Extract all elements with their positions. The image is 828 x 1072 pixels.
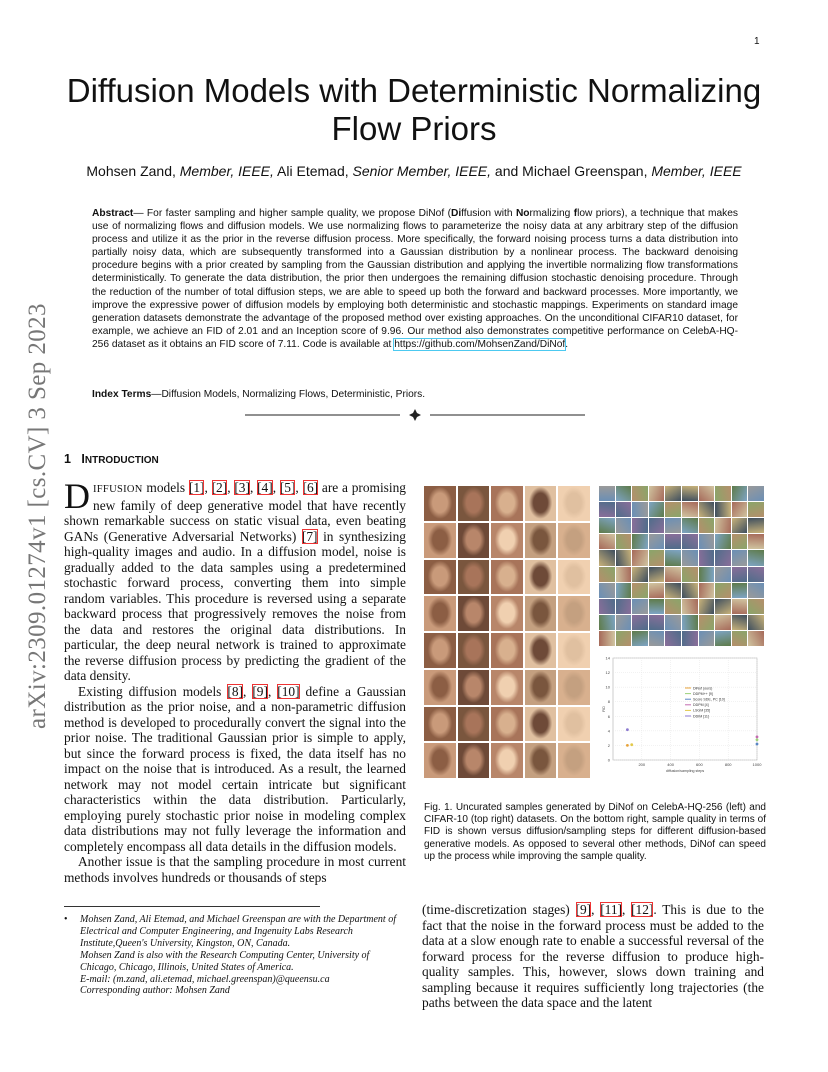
cifar-sample-image (632, 486, 648, 501)
cifar-sample-image (632, 583, 648, 598)
cifar-sample-image (682, 583, 698, 598)
cifar-sample-image (632, 567, 648, 582)
fid-vs-steps-chart (599, 652, 764, 778)
celeba-sample-image (424, 633, 456, 668)
cifar-sample-image (665, 502, 681, 517)
celeba-sample-image (424, 486, 456, 521)
section-title-initial: I (81, 452, 85, 466)
acronym-bold: Di (450, 208, 462, 219)
cifar-sample-image (616, 518, 632, 533)
figure-caption: Fig. 1. Uncurated samples generated by DiNof on CelebA-HQ-256 (left) and CIFAR-10 (top right) datasets. On the bottom right, sample quality in terms of FID is shown versus diffusion/sampling steps for different diffusion-based generative models. As opposed to several other methods, DiNof can speed up the process while improving the sample quality. (424, 802, 766, 862)
cifar-sample-image (649, 550, 665, 565)
author-name: Mohsen Zand, (86, 163, 180, 179)
y-tick-label: 0 (607, 757, 610, 763)
x-axis-label: diffusion/sampling steps (665, 769, 705, 773)
cifar-sample-image (699, 631, 715, 646)
cifar-sample-image (715, 502, 731, 517)
celeba-sample-image (491, 523, 523, 558)
cifar-sample-image (616, 502, 632, 517)
acronym-bold: No (515, 208, 530, 219)
cifar-sample-image (632, 534, 648, 549)
data-point (626, 728, 629, 731)
drop-cap: D (64, 476, 90, 516)
index-terms (92, 389, 738, 400)
cifar-sample-image (732, 631, 748, 646)
cifar-sample-image (699, 518, 715, 533)
cifar-sample-image (748, 567, 764, 582)
diamond-ornament-icon (409, 409, 421, 421)
celeba-sample-image (525, 743, 557, 778)
cifar-sample-image (732, 583, 748, 598)
citation-link[interactable]: [4] (257, 480, 273, 495)
celeba-sample-image (558, 486, 590, 521)
cifar-sample-image (599, 518, 615, 533)
celeba-sample-image (558, 523, 590, 558)
citation-link[interactable]: [5] (279, 480, 296, 495)
code-link[interactable]: https://github.com/MohsenZand/DiNof (394, 338, 566, 350)
cifar-sample-image (599, 486, 615, 501)
cifar-sample-image (616, 631, 632, 646)
celeba-sample-image (424, 560, 456, 595)
legend-entry: DDPM++ [9] (693, 691, 713, 696)
celeba-sample-image (525, 707, 557, 742)
x-tick-label: 400 (667, 762, 674, 767)
legend-entry: DDPM [4] (693, 703, 709, 708)
celeba-sample-image (491, 596, 523, 631)
footnote-rule (64, 906, 320, 907)
celeba-sample-image (424, 596, 456, 631)
arxiv-stamp (14, 296, 62, 736)
cifar-sample-image (699, 599, 715, 614)
separator: , (591, 902, 601, 917)
cifar-sample-image (649, 502, 665, 517)
cifar-sample-image (599, 583, 615, 598)
separator: , (204, 480, 212, 495)
celeba-sample-image (458, 707, 490, 742)
cifar-sample-image (732, 550, 748, 565)
data-point (756, 743, 759, 746)
cifar-sample-image (682, 599, 698, 614)
index-terms-label: Index Terms (92, 389, 152, 400)
celeba-sample-image (458, 523, 490, 558)
y-tick-label: 2 (607, 742, 610, 748)
author-name: and Michael Greenspan, (491, 163, 652, 179)
y-tick-label: 6 (607, 713, 610, 719)
abstract-text: . (565, 338, 569, 350)
footnote-line: E-mail: (m.zand, ali.etemad, michael.greenspan)@queensu.ca (80, 973, 330, 985)
cifar-sample-image (748, 599, 764, 614)
separator: , (227, 480, 235, 495)
y-tick-label: 10 (605, 684, 610, 690)
celeba-sample-image (558, 633, 590, 668)
cifar-sample-image (599, 599, 615, 614)
celeba-sample-image (491, 743, 523, 778)
celeba-sample-image (491, 560, 523, 595)
celeba-sample-image (458, 633, 490, 668)
cifar-sample-image (649, 631, 665, 646)
separator: , (249, 480, 258, 495)
body-text: define a Gaussian distribution as the prior noise, and a non-parametric diffusion method is developed to procedurally convert the signal into the prior noise. The traditional Gaussian prior is simple to apply, but since the forward process is fixed, the data itself has no impact on the noise that is introduced. As a result, the learned network may not model certain intricate but significant characteristics within the data distribution. Particularly, employing purely stochastic prior noise in modeling complex data distributions may not fully leverage the information and completely encompass all data details in the diffusion models. (64, 683, 406, 854)
celeba-sample-image (458, 596, 490, 631)
citation-link[interactable]: [11] (600, 902, 623, 917)
cifar-sample-image (616, 534, 632, 549)
citation-link[interactable]: [1] (188, 480, 205, 495)
body-text: models (142, 480, 189, 495)
cifar-sample-image (632, 615, 648, 630)
celeba-sample-image (424, 743, 456, 778)
cifar-sample-image (715, 518, 731, 533)
cifar-sample-image (732, 599, 748, 614)
citation-link[interactable]: [6] (302, 480, 319, 495)
cifar-sample-image (682, 518, 698, 533)
cifar-sample-image (649, 518, 665, 533)
cifar-sample-image (649, 615, 665, 630)
body-text: Existing diffusion models (78, 683, 228, 699)
body-text: (time-discretization stages) (422, 902, 576, 917)
paper-title: Diffusion Models with Deterministic Normalizing Flow Priors (66, 72, 762, 147)
celeba-sample-image (525, 486, 557, 521)
citation-link[interactable]: [9] (575, 902, 592, 917)
abstract-text: rmalizing (529, 208, 574, 219)
cifar-sample-image (732, 518, 748, 533)
y-tick-label: 14 (605, 655, 610, 661)
author-role: Senior Member, IEEE, (352, 163, 492, 179)
cifar-sample-image (715, 550, 731, 565)
celeba-sample-image (424, 670, 456, 705)
cifar-sample-image (649, 534, 665, 549)
author-role: Member, IEEE (651, 163, 742, 179)
cifar-sample-image (699, 567, 715, 582)
cifar-sample-image (682, 550, 698, 565)
cifar-sample-image (599, 615, 615, 630)
cifar-sample-image (682, 567, 698, 582)
y-tick-label: 12 (605, 670, 610, 676)
cifar-sample-image (715, 567, 731, 582)
data-point (756, 736, 759, 739)
section-title-rest: NTRODUCTION (84, 455, 159, 466)
cifar-sample-image (632, 550, 648, 565)
citation-link[interactable]: [3] (234, 480, 250, 495)
cifar-sample-image (616, 599, 632, 614)
x-tick-label: 600 (696, 762, 703, 767)
celeba-sample-image (558, 596, 590, 631)
cifar-sample-image (715, 615, 731, 630)
cifar-sample-image (732, 502, 748, 517)
legend-entry: DDIM [11] (693, 714, 709, 719)
plot-area (613, 658, 757, 760)
paragraph (64, 684, 406, 855)
x-tick-label: 800 (724, 762, 732, 767)
cifar-sample-image (599, 631, 615, 646)
separator: , (622, 902, 632, 917)
y-tick-label: 4 (607, 728, 610, 734)
celeba-sample-image (458, 486, 490, 521)
body-text: are a promising new family of deep generative model that have recently shown remarkable success on static visual data, even beating GANs (Generative Adversarial Networks) (64, 480, 407, 544)
celeba-sample-image (491, 670, 523, 705)
cifar-sample-image (616, 615, 632, 630)
separator: , (267, 683, 278, 699)
celeba-sample-image (525, 633, 557, 668)
separator: , (242, 683, 253, 699)
author-role: Member, IEEE, (179, 163, 274, 179)
cifar-sample-image (599, 502, 615, 517)
body-text: . This is due to the fact that the noise in the forward process must be added to the data at a slow enough rate to enable a successful reversal of the forward process for the reverse diffusion to produce high-quality samples. This, however, slows down training and sampling because it requires sufficiently long trajectories (the paths between the data space and the latent (422, 902, 764, 1010)
cifar-sample-image (599, 550, 615, 565)
cifar-sample-image (699, 615, 715, 630)
cifar-sample-image (599, 567, 615, 582)
cifar-sample-image (632, 631, 648, 646)
cifar-sample-image (748, 534, 764, 549)
celeba-sample-image (558, 707, 590, 742)
celeba-sample-image (558, 670, 590, 705)
section-divider (245, 408, 585, 422)
cifar-sample-image (682, 615, 698, 630)
cifar-sample-image (748, 615, 764, 630)
cifar-sample-image (748, 550, 764, 565)
x-tick-label: 1000 (752, 762, 762, 767)
legend-entry: DiNof (ours) (693, 686, 713, 691)
cifar-sample-image (665, 550, 681, 565)
y-tick-label: 8 (607, 699, 610, 705)
data-point (626, 744, 629, 747)
paragraph (64, 476, 407, 684)
celeba-sample-image (558, 560, 590, 595)
cifar-sample-image (616, 583, 632, 598)
cifar-sample-image (748, 486, 764, 501)
data-point (630, 743, 633, 746)
cifar-sample-image (665, 518, 681, 533)
citation-link[interactable]: [8] (227, 683, 243, 699)
cifar-sample-image (665, 567, 681, 582)
cifar-sample-image (699, 583, 715, 598)
abstract-label: Abstract (92, 208, 134, 219)
section-number: 1 (64, 452, 71, 466)
author-list (40, 163, 788, 179)
cifar-sample-image (682, 486, 698, 501)
index-terms-text: —Diffusion Models, Normalizing Flows, Deterministic, Priors. (151, 389, 426, 400)
cifar-sample-image (748, 502, 764, 517)
celeba-sample-image (458, 670, 490, 705)
citation-link[interactable]: [2] (211, 480, 228, 495)
cifar-sample-image (616, 486, 632, 501)
cifar-sample-image (649, 567, 665, 582)
cifar-sample-image (715, 631, 731, 646)
cifar-sample-image (632, 502, 648, 517)
cifar-sample-image (665, 599, 681, 614)
data-point (756, 738, 759, 741)
cifar-sample-image (732, 567, 748, 582)
cifar-sample-image (748, 583, 764, 598)
footnote (64, 914, 408, 997)
left-column (64, 476, 407, 885)
legend-entry: Score SDE, PC [10] (693, 697, 725, 702)
body-text: Another issue is that the sampling procedure in most current methods involves hundreds or thousands of steps (64, 854, 406, 885)
celeba-sample-image (525, 560, 557, 595)
paragraph (64, 854, 406, 885)
abstract (92, 207, 738, 351)
cifar-sample-image (732, 486, 748, 501)
y-axis-label: FID (602, 706, 606, 712)
celeba-sample-image (525, 596, 557, 631)
cifar-sample-image (665, 631, 681, 646)
footnote-line: Mohsen Zand is also with the Research Computing Center, University of Chicago, Chicago, Illinois, United States of America. (80, 949, 370, 973)
footnote-bullet: • (64, 914, 68, 925)
cifar-sample-image (732, 615, 748, 630)
cifar-sample-image (632, 599, 648, 614)
cifar-sample-image (599, 534, 615, 549)
cifar-sample-image (665, 583, 681, 598)
cifar-sample-image (699, 550, 715, 565)
cifar-samples-grid (599, 486, 764, 646)
x-tick-label: 200 (638, 762, 646, 767)
celeba-sample-image (424, 523, 456, 558)
celeba-sample-image (491, 707, 523, 742)
cifar-sample-image (699, 486, 715, 501)
cifar-sample-image (715, 534, 731, 549)
separator: , (272, 480, 280, 495)
celeba-samples-grid (424, 486, 590, 778)
citation-link[interactable]: [12] (631, 902, 654, 917)
citation-link[interactable]: [9] (252, 683, 268, 699)
legend-entry: LSGM [35] (693, 708, 711, 713)
right-column (422, 902, 764, 1011)
abstract-text: ffusion with (461, 208, 516, 219)
cifar-sample-image (682, 502, 698, 517)
abstract-text: low priors), a technique that makes use of normalizing flows and diffusion models. We use normalizing flows to parameterize the noisy data at any arbitrary step of the diffusion process and utilize it as the prior in the reverse diffusion process. More specifically, the forward noising process turns a data distribution into partially noisy data, which are subsequently transformed into a Gaussian distribution by a nonlinear process. The backward denoising procedure begins with a prior created by sampling from the Gaussian distribution and applying the invertible normalizing flow transformations deterministically. To generate the data distribution, the prior then undergoes the remaining diffusion stochastic denoising procedure. Through the reduction of the number of total diffusion steps, we are able to speed up both the forward and backward processes. More importantly, we improve the expressive power of diffusion models by employing both deterministic and stochastic mappings. Experiments on standard image generation datasets demonstrate the advantage of the proposed method over existing approaches. On the unconditional CIFAR10 dataset, for example, we achieve an FID of 2.01 and an Inception score of 9.96. Our method also demonstrates competitive performance on CelebA-HQ-256 dataset as it obtains an FID score of 7.11. Code is available at (92, 208, 738, 350)
body-text: in synthesizing high-quality images and audio. In a diffusion model, noise is gradually added to the data samples using a predetermined stochastic forward process, converting them into simple random variables. This procedure is reversed using a separate backward process that progressively removes the noise from the data and restores the original data distributions. In particular, the deep neural network is trained to approximate the reverse diffusion process by predicting the gradient of the data density. (64, 528, 406, 683)
cifar-sample-image (632, 518, 648, 533)
cifar-sample-image (649, 486, 665, 501)
cifar-sample-image (616, 550, 632, 565)
celeba-sample-image (558, 743, 590, 778)
cifar-sample-image (649, 583, 665, 598)
cifar-sample-image (748, 631, 764, 646)
cifar-sample-image (699, 502, 715, 517)
celeba-sample-image (424, 707, 456, 742)
cifar-sample-image (715, 486, 731, 501)
cifar-sample-image (665, 486, 681, 501)
citation-link[interactable]: [10] (277, 683, 300, 699)
cifar-sample-image (682, 631, 698, 646)
cifar-sample-image (699, 534, 715, 549)
smallcaps-text: IFFUSION (93, 484, 143, 495)
acronym-bold: f (573, 208, 578, 219)
cifar-sample-image (665, 615, 681, 630)
cifar-sample-image (715, 583, 731, 598)
celeba-sample-image (491, 486, 523, 521)
cifar-sample-image (715, 599, 731, 614)
cifar-sample-image (682, 534, 698, 549)
cifar-sample-image (616, 567, 632, 582)
section-heading (64, 452, 159, 466)
celeba-sample-image (491, 633, 523, 668)
citation-link[interactable]: [7] (301, 528, 318, 544)
celeba-sample-image (525, 523, 557, 558)
celeba-sample-image (525, 670, 557, 705)
celeba-sample-image (458, 560, 490, 595)
page-number: 1 (754, 36, 760, 47)
separator: , (295, 480, 303, 495)
celeba-sample-image (458, 743, 490, 778)
cifar-sample-image (665, 534, 681, 549)
cifar-sample-image (732, 534, 748, 549)
cifar-sample-image (649, 599, 665, 614)
abstract-text: — For faster sampling and higher sample quality, we propose DiNof ( (133, 208, 451, 219)
footnote-line: Mohsen Zand, Ali Etemad, and Michael Greenspan are with the Department of Electrical and Computer Engineering, and Ingenuity Labs Research Institute,Queen's University, Kingston, ON, Canada. (80, 914, 396, 949)
author-name: Ali Etemad, (273, 163, 353, 179)
footnote-line: Corresponding author: Mohsen Zand (80, 985, 230, 997)
figure-1 (424, 486, 764, 778)
arxiv-stamp-text: arXiv:2309.01274v1 [cs.CV] 3 Sep 2023 (24, 303, 51, 729)
cifar-sample-image (748, 518, 764, 533)
